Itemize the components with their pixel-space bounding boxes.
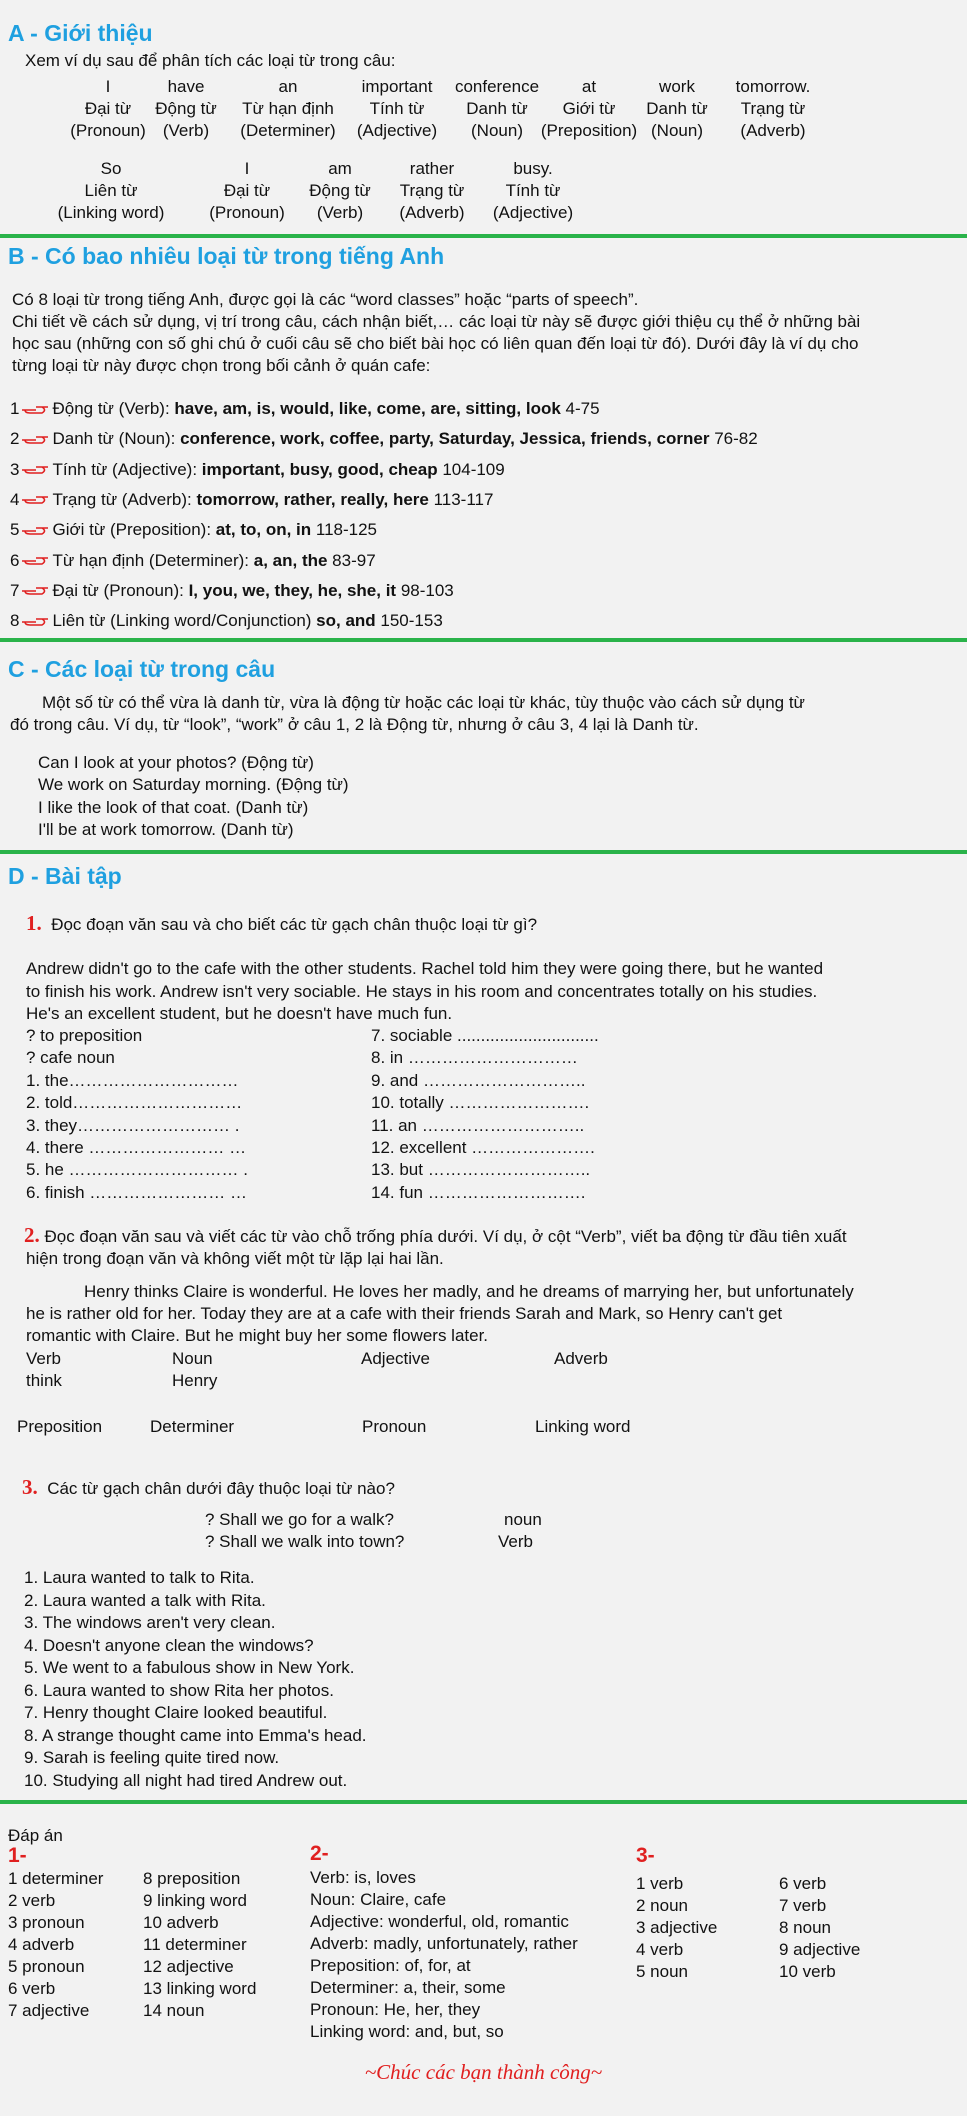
- answer-line: 12 adjective: [143, 1957, 234, 1976]
- example-word: conference: [454, 77, 540, 96]
- pointing-hand-icon: [20, 524, 50, 538]
- paragraph-line: đó trong câu. Ví dụ, từ “look”, “work” ở câu 1, 2 là Động từ, nhưng ở câu 3, 4 lại là Danh từ.: [10, 715, 699, 734]
- word-class-item: [10, 610, 443, 632]
- exercise-line: 8. in …………………………: [371, 1048, 578, 1068]
- paragraph-line: từng loại từ này được chọn trong bối cảnh ở quán cafe:: [12, 356, 431, 375]
- pointing-hand-icon: [20, 403, 50, 417]
- pointing-hand-icon: [20, 584, 50, 598]
- word-class-vi: Tính từ: [505, 181, 561, 200]
- answer-2-label: 2-: [310, 1842, 329, 1865]
- word-class-vi: Giới từ: [562, 99, 616, 118]
- exercise-2-prompt-line1: Đọc đoạn văn sau và viết các từ vào chỗ trống phía dưới. Ví dụ, ở cột “Verb”, viết ba động từ đầu tiên xuất: [44, 1227, 847, 1246]
- answer-line: 2 noun: [636, 1896, 688, 1915]
- answer-line: 13 linking word: [143, 1979, 257, 1998]
- passage-line: He's an excellent student, but he doesn't have much fun.: [26, 1004, 453, 1023]
- item-lesson-ref: 104-109: [437, 459, 505, 479]
- section-d-heading: D - Bài tập: [8, 863, 122, 889]
- word-class-en: (Pronoun): [70, 121, 146, 140]
- word-class-vi: Đại từ: [223, 181, 271, 200]
- word-class-item: [10, 398, 600, 420]
- item-words: a, an, the: [253, 550, 328, 570]
- exercise-line: 7. Henry thought Claire looked beautiful.: [24, 1703, 328, 1722]
- word-class-en: (Noun): [651, 121, 703, 140]
- exercise-line: 10. totally …………………….: [371, 1093, 590, 1113]
- answer-line: 5 pronoun: [8, 1957, 85, 1976]
- answer-line: Determiner: a, their, some: [310, 1978, 506, 1997]
- section-a-intro: Xem ví dụ sau để phân tích các loại từ trong câu:: [25, 51, 396, 70]
- word-class-en: (Preposition): [540, 121, 638, 140]
- column-header: Linking word: [535, 1417, 631, 1436]
- example-word: important: [361, 77, 433, 96]
- word-class-vi: Liên từ: [84, 181, 138, 200]
- paragraph-line: Một số từ có thể vừa là danh từ, vừa là động từ hoặc các loại từ khác, tùy thuộc vào cách sử dụng từ: [42, 693, 805, 712]
- exercise-line: 12. excellent ………………….: [371, 1138, 595, 1157]
- example-word: an: [278, 77, 298, 96]
- item-label: Danh từ (Noun):: [52, 429, 181, 449]
- item-lesson-ref: 113-117: [428, 489, 494, 509]
- answer-3-label: 3-: [636, 1844, 655, 1867]
- word-class-en: (Noun): [471, 121, 523, 140]
- item-lesson-ref: 4-75: [560, 399, 600, 418]
- answer-line: 1 determiner: [8, 1869, 104, 1888]
- item-number: 2: [10, 429, 20, 449]
- word-class-item: [10, 519, 377, 541]
- exercise-line: 4. there …………………… …: [26, 1138, 247, 1157]
- pointing-hand-icon: [20, 493, 50, 507]
- exercise-2-prompt-line2: hiện trong đoạn văn và không viết một từ lặp lại hai lần.: [26, 1249, 444, 1268]
- answer-line: Pronoun: He, her, they: [310, 2000, 481, 2019]
- word-class-en: (Pronoun): [209, 203, 285, 222]
- exercise-1-title: [26, 912, 537, 936]
- item-words: so, and: [316, 611, 376, 631]
- word-class-vi: Từ hạn định: [242, 99, 334, 118]
- item-label: Động từ (Verb):: [52, 399, 175, 418]
- word-class-vi: Danh từ: [466, 99, 528, 118]
- exercise-line: 2. Laura wanted a talk with Rita.: [24, 1590, 266, 1610]
- example-sentence: We work on Saturday morning. (Động từ): [38, 775, 349, 795]
- answers-title: Đáp án: [8, 1826, 63, 1845]
- item-label: Từ hạn định (Determiner):: [52, 550, 254, 570]
- exercise-line: 3. they……………………… .: [26, 1115, 240, 1135]
- exercise-line: 4. Doesn't anyone clean the windows?: [24, 1635, 314, 1655]
- column-header: Adjective: [361, 1349, 430, 1368]
- exercise-1-prompt: Đọc đoạn văn sau và cho biết các từ gạch chân thuộc loại từ gì?: [51, 915, 538, 934]
- passage-line: Andrew didn't go to the cafe with the other students. Rachel told him they were going there, but he wanted: [26, 959, 824, 978]
- word-class-item: [10, 489, 493, 511]
- exercise-line: ? to preposition: [26, 1026, 143, 1045]
- exercise-2-title: [24, 1224, 847, 1248]
- example-sentence: I'll be at work tomorrow. (Danh từ): [38, 819, 294, 839]
- item-number: 5: [10, 520, 20, 540]
- item-words: conference, work, coffee, party, Saturday, Jessica, friends, corner: [180, 429, 710, 449]
- section-b-heading: B - Có bao nhiêu loại từ trong tiếng Anh: [8, 243, 445, 269]
- word-class-en: (Verb): [316, 203, 364, 222]
- answer-line: 14 noun: [143, 2001, 205, 2020]
- exercise-line: 6. finish …………………… …: [26, 1182, 248, 1202]
- answer-line: 10 verb: [779, 1962, 836, 1981]
- item-number: 6: [10, 550, 20, 570]
- divider: [0, 850, 967, 854]
- column-example: think: [26, 1371, 62, 1390]
- item-lesson-ref: 98-103: [396, 580, 454, 600]
- exercise-3-title: [22, 1476, 395, 1500]
- item-label: Giới từ (Preposition):: [52, 520, 216, 540]
- answer-line: 3 adjective: [636, 1918, 718, 1937]
- item-words: tomorrow, rather, really, here: [196, 489, 429, 509]
- divider: [0, 1800, 967, 1804]
- answer-line: 4 adverb: [8, 1935, 75, 1954]
- exercise-line: 13. but ………………………..: [371, 1160, 591, 1180]
- sample-answer: noun: [504, 1510, 542, 1529]
- exercise-line: 9. Sarah is feeling quite tired now.: [24, 1748, 280, 1767]
- word-class-en: (Adverb): [399, 203, 465, 222]
- answer-line: Adjective: wonderful, old, romantic: [310, 1912, 569, 1931]
- exercise-line: 10. Studying all night had tired Andrew out.: [24, 1770, 348, 1790]
- exercise-line: 3. The windows aren't very clean.: [24, 1613, 276, 1632]
- example-word: I: [105, 77, 111, 96]
- answer-line: 8 preposition: [143, 1869, 241, 1888]
- item-words: I, you, we, they, he, she, it: [188, 580, 397, 600]
- item-label: Đại từ (Pronoun):: [52, 580, 189, 600]
- pointing-hand-icon: [20, 463, 50, 477]
- item-lesson-ref: 150-153: [375, 611, 443, 631]
- answer-line: 4 verb: [636, 1940, 684, 1959]
- answer-line: 2 verb: [8, 1891, 56, 1910]
- closing-message: ~Chúc các bạn thành công~: [364, 2060, 603, 2084]
- section-c-heading: C - Các loại từ trong câu: [8, 656, 276, 682]
- answer-1-label: 1-: [8, 1844, 27, 1867]
- passage-line: he is rather old for her. Today they are at a cafe with their friends Sarah and Mark, so Henry can't get: [26, 1304, 783, 1323]
- example-word: at: [581, 77, 597, 96]
- word-class-item: [10, 580, 454, 602]
- column-example: Henry: [172, 1371, 218, 1390]
- exercise-line: 1. the…………………………: [26, 1070, 239, 1090]
- column-header: Determiner: [150, 1417, 235, 1436]
- item-words: have, am, is, would, like, come, are, sitting, look: [174, 399, 561, 418]
- answer-line: 9 adjective: [779, 1940, 861, 1959]
- item-lesson-ref: 118-125: [311, 520, 378, 540]
- word-class-vi: Trạng từ: [399, 181, 465, 200]
- item-lesson-ref: 76-82: [709, 429, 758, 449]
- passage-line: to finish his work. Andrew isn't very sociable. He stays in his room and concentrates totally on his studies.: [26, 981, 818, 1001]
- word-class-item: [10, 550, 376, 572]
- paragraph-line: học sau (những con số ghi chú ở cuối câu sẽ cho biết bài học có liên quan đến loại từ đó). Dưới đây là ví dụ cho: [12, 334, 859, 353]
- passage-line: romantic with Claire. But he might buy her some flowers later.: [26, 1326, 489, 1345]
- column-header: Verb: [26, 1349, 61, 1368]
- example-word: I: [244, 159, 250, 178]
- answer-line: 11 determiner: [143, 1935, 247, 1954]
- word-class-vi: Trạng từ: [740, 99, 806, 118]
- exercise-line: 11. an ………………………..: [371, 1115, 585, 1135]
- exercise-line: 1. Laura wanted to talk to Rita.: [24, 1568, 255, 1587]
- answer-line: 9 linking word: [143, 1891, 247, 1910]
- answer-line: Linking word: and, but, so: [310, 2022, 504, 2041]
- word-class-vi: Động từ: [309, 181, 371, 200]
- answer-line: Adverb: madly, unfortunately, rather: [310, 1934, 578, 1953]
- example-word: have: [167, 77, 205, 96]
- exercise-line: 6. Laura wanted to show Rita her photos.: [24, 1680, 334, 1700]
- pointing-hand-icon: [20, 433, 50, 447]
- sample-sentence: ? Shall we walk into town?: [205, 1532, 405, 1551]
- example-word: So: [100, 159, 122, 178]
- divider: [0, 234, 967, 238]
- exercise-line: ? cafe noun: [26, 1048, 115, 1068]
- column-header: Preposition: [17, 1417, 103, 1436]
- word-class-en: (Determiner): [240, 121, 336, 140]
- item-label: Tính từ (Adjective):: [52, 459, 202, 479]
- item-number: 7: [10, 580, 20, 600]
- word-class-en: (Adverb): [740, 121, 806, 140]
- answer-line: Verb: is, loves: [310, 1868, 416, 1887]
- word-class-item: [10, 428, 758, 450]
- word-class-en: (Verb): [162, 121, 210, 140]
- item-number: 3: [10, 459, 20, 479]
- column-header: Adverb: [554, 1349, 608, 1368]
- passage-line: Henry thinks Claire is wonderful. He loves her madly, and he dreams of marrying her, but unfortunately: [84, 1282, 854, 1301]
- answer-line: 1 verb: [636, 1874, 684, 1893]
- answer-line: 7 verb: [779, 1896, 827, 1915]
- word-class-vi: Tính từ: [369, 99, 425, 118]
- answer-line: 3 pronoun: [8, 1913, 85, 1932]
- word-class-en: (Adjective): [356, 121, 438, 140]
- column-header: Pronoun: [362, 1417, 427, 1436]
- sample-answer: Verb: [498, 1532, 533, 1551]
- sample-sentence: ? Shall we go for a walk?: [205, 1510, 394, 1529]
- word-class-en: (Adjective): [492, 203, 574, 222]
- example-word: busy.: [513, 159, 553, 178]
- answer-line: 6 verb: [779, 1874, 827, 1893]
- word-class-vi: Đại từ: [84, 99, 132, 118]
- word-class-vi: Danh từ: [646, 99, 708, 118]
- word-class-en: (Linking word): [57, 203, 165, 222]
- exercise-1-number: 1.: [26, 911, 42, 935]
- example-word: am: [328, 159, 352, 178]
- example-sentence: I like the look of that coat. (Danh từ): [38, 797, 309, 817]
- item-lesson-ref: 83-97: [327, 550, 376, 570]
- answer-line: 5 noun: [636, 1962, 688, 1981]
- exercise-line: 5. he ………………………… .: [26, 1160, 248, 1180]
- answer-line: Noun: Claire, cafe: [310, 1890, 447, 1909]
- answer-line: 10 adverb: [143, 1913, 219, 1932]
- pointing-hand-icon: [20, 615, 50, 629]
- item-label: Liên từ (Linking word/Conjunction): [52, 611, 317, 631]
- exercise-2-number: 2.: [24, 1223, 40, 1247]
- example-word: tomorrow.: [735, 77, 811, 96]
- exercise-line: 2. told…………………………: [26, 1093, 243, 1113]
- exercise-line: 7. sociable ..............................: [371, 1026, 599, 1045]
- exercise-line: 9. and ………………………..: [371, 1070, 586, 1090]
- answer-line: 8 noun: [779, 1918, 831, 1937]
- exercise-line: 14. fun ……………………….: [371, 1182, 586, 1202]
- item-words: at, to, on, in: [215, 520, 312, 540]
- item-number: 4: [10, 489, 20, 509]
- pointing-hand-icon: [20, 554, 50, 568]
- exercise-3-prompt: Các từ gạch chân dưới đây thuộc loại từ nào?: [47, 1479, 395, 1498]
- item-words: important, busy, good, cheap: [201, 459, 438, 479]
- example-word: work: [659, 77, 695, 96]
- paragraph-line: Có 8 loại từ trong tiếng Anh, được gọi là các “word classes” hoặc “parts of speech”.: [12, 290, 639, 309]
- word-class-vi: Động từ: [155, 99, 217, 118]
- example-sentence: Can I look at your photos? (Động từ): [38, 753, 314, 772]
- exercise-line: 5. We went to a fabulous show in New York.: [24, 1658, 355, 1677]
- example-word: rather: [409, 159, 455, 178]
- divider: [0, 638, 967, 642]
- column-header: Noun: [172, 1349, 213, 1368]
- answer-line: Preposition: of, for, at: [310, 1956, 471, 1975]
- word-class-item: [10, 459, 505, 481]
- answer-line: 6 verb: [8, 1979, 56, 1998]
- exercise-line: 8. A strange thought came into Emma's head.: [24, 1725, 367, 1745]
- exercise-3-number: 3.: [22, 1475, 38, 1499]
- item-label: Trạng từ (Adverb):: [52, 489, 197, 509]
- paragraph-line: Chi tiết về cách sử dụng, vị trí trong câu, cách nhận biết,… các loại từ này sẽ được giới thiệu cụ thể ở những bài: [12, 312, 861, 331]
- item-number: 1: [10, 399, 20, 418]
- answer-line: 7 adjective: [8, 2001, 90, 2020]
- item-number: 8: [10, 611, 20, 631]
- section-a-heading: A - Giới thiệu: [8, 20, 153, 46]
